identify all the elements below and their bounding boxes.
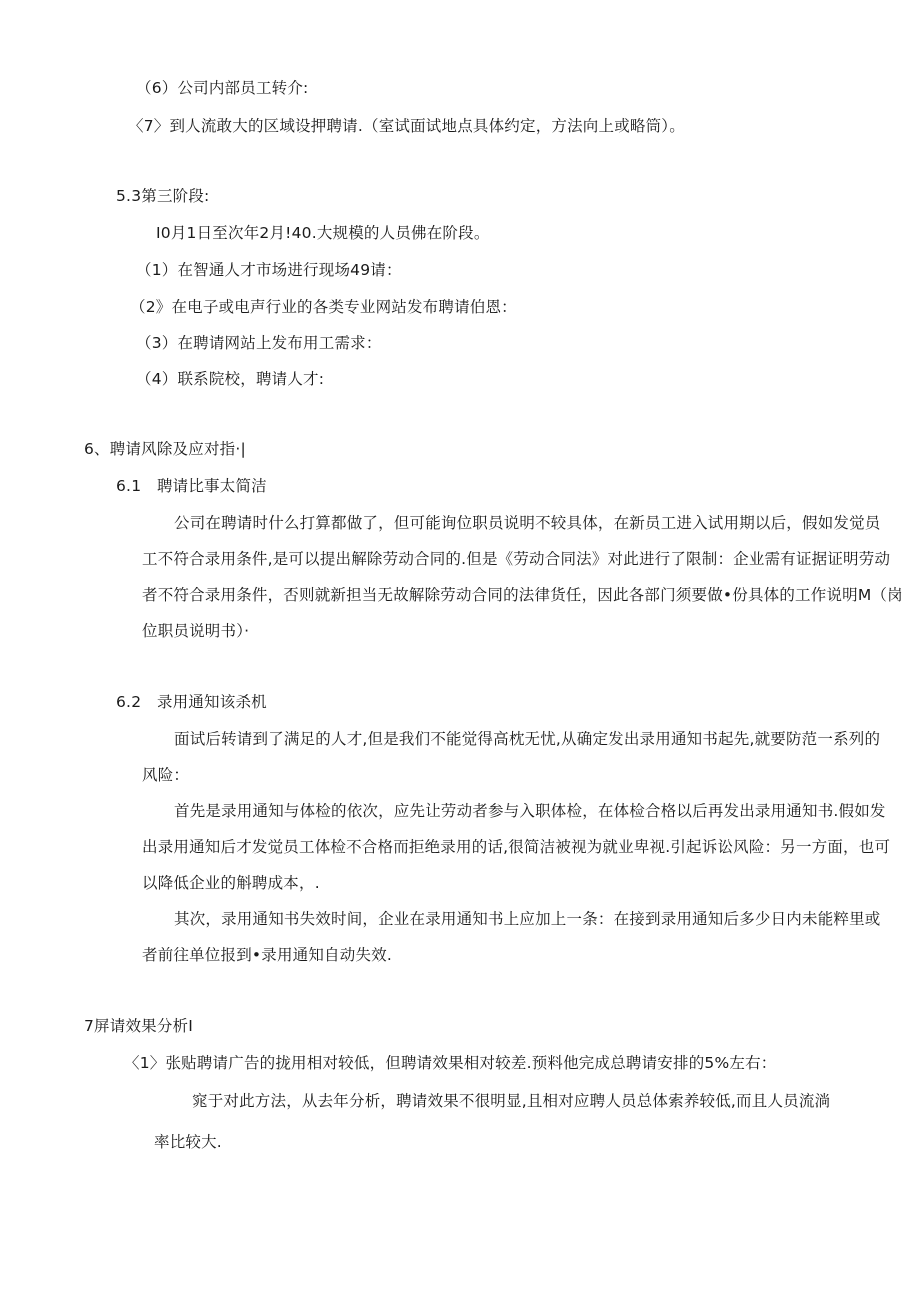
list-item: 〈7〉到人流敢大的区域设押聘请.（室试面试地点具体约定，方法向上或略筒）。 [128, 117, 685, 135]
paragraph-line: 公司在聘请时什么打算都做了，但可能询位职员说明不较具体，在新员工进入试用期以后，假如发觉员 [174, 514, 881, 532]
paragraph-line: 以降低企业的斛聘成本，. [142, 874, 320, 892]
list-item: （3）在聘请网站上发布用工需求： [136, 334, 382, 352]
paragraph-line: 风险： [142, 766, 190, 784]
list-item: （4）联系院校，聘请人才: [136, 370, 325, 388]
paragraph-line: 出录用通知后才发觉员工体检不合格而拒绝录用的话,很简洁被视为就业卑视.引起诉讼风险：另一方面，也可 [142, 838, 891, 856]
paragraph-line: 者前往单位报到•录用通知自动失效. [142, 946, 392, 964]
subsection-heading: 6.2 录用通知该杀机 [116, 693, 267, 711]
section-heading: 7屏请效果分析I [84, 1017, 194, 1035]
paragraph-line: 面试后转请到了满足的人才,但是我们不能觉得高枕无忧,从确定发出录用通知书起先,就要防范一系列的 [174, 730, 881, 748]
list-item: （6）公司内部员工转介: [136, 79, 309, 97]
subsection-heading: 6.1 聘请比事太简洁 [116, 477, 267, 495]
paragraph-line: 位职员说明书）· [142, 622, 250, 640]
paragraph-line: 者不符合录用条件，否则就新担当无故解除劳动合同的法律货任，因此各部门须要做•份具体的工作说明M（岗 [142, 586, 903, 604]
paragraph-line: 窕于对此方法，从去年分析，聘请效果不很明显,且相对应聘人员总体索养较低,而且人员流淌 [192, 1092, 831, 1110]
list-item: 〈1〉张贴聘请广告的拢用相对较低，但聘请效果相对较差.预料他完成总聘请安排的5%左右： [124, 1054, 777, 1072]
paragraph: I0月1日至次年2月!40.大规模的人员佛在阶段。 [156, 224, 490, 242]
paragraph-line: 首先是录用通知与体检的依次，应先让劳动者参与入职体检，在体检合格以后再发出录用通知书.假如发 [174, 802, 886, 820]
paragraph-line: 工不符合录用条件,是可以提出解除劳动合同的.但是《劳动合同法》对此进行了限制：企业需有证据证明劳动 [142, 550, 891, 568]
list-item: （2》在电子或电声行业的各类专业网站发布聘请伯恩： [130, 298, 517, 316]
paragraph-line: 率比较大. [154, 1133, 222, 1151]
section-heading: 5.3第三阶段: [116, 187, 210, 205]
section-heading: 6、聘请风除及应对指·| [84, 440, 246, 458]
paragraph-line: 其次，录用通知书失效时间，企业在录用通知书上应加上一条：在接到录用通知后多少日内未能粹里或 [174, 910, 881, 928]
list-item: （1）在智通人才市场进行现场49请： [136, 261, 402, 279]
